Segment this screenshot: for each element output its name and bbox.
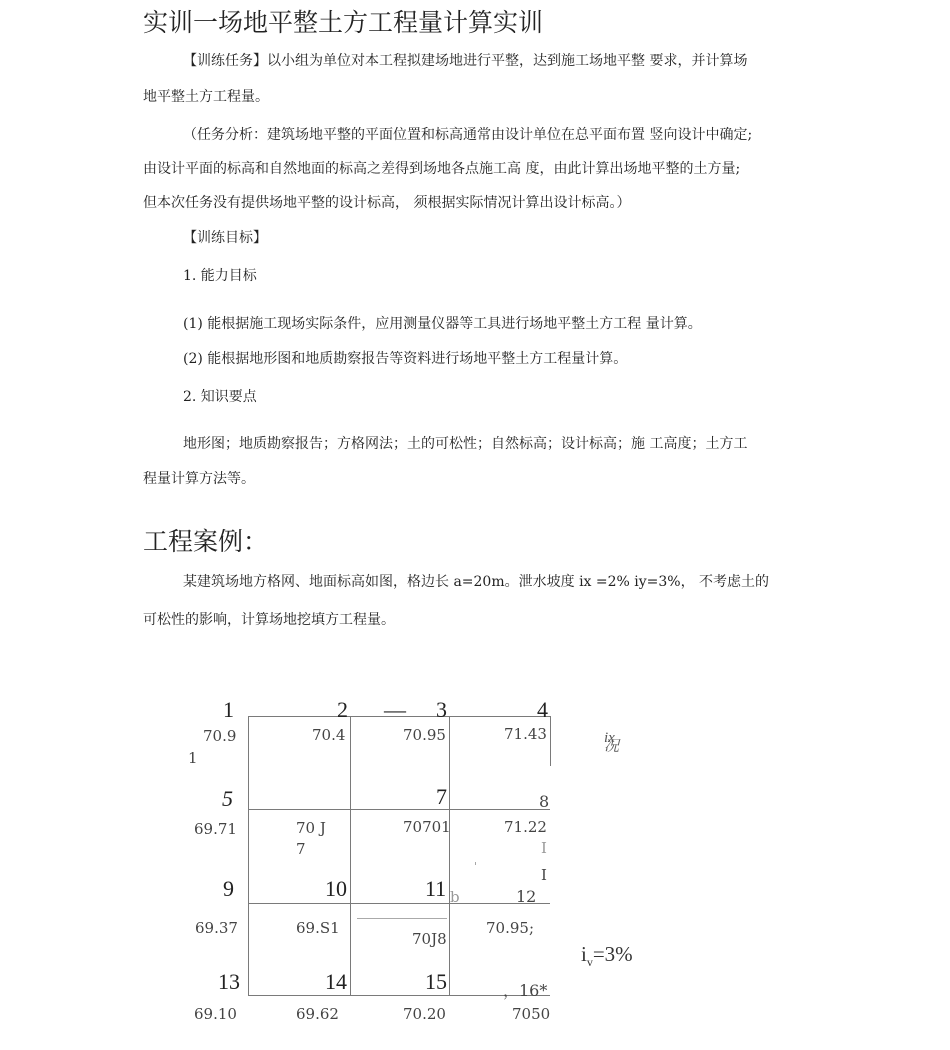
case-line-2: 可松性的影响，计算场地挖填方工程量。 xyxy=(143,612,395,628)
corner-8: 8 xyxy=(539,792,550,811)
corner-10: 10 xyxy=(325,876,347,901)
slope-y-sub: v xyxy=(586,955,593,970)
grid-line-h2 xyxy=(248,809,550,810)
elevation-1: 70.9 xyxy=(203,727,237,745)
elevation-3: 70.95 xyxy=(403,726,446,744)
corner-12: 12 xyxy=(516,887,537,906)
elevation-2: 70.4 xyxy=(312,726,346,744)
corner-16: ，16* xyxy=(503,981,548,1000)
case-heading: 工程案例： xyxy=(143,527,269,556)
grid-line-v2 xyxy=(350,716,351,996)
analysis-line-1: （任务分析：建筑场地平整的平面位置和标高通常由设计单位在总平面布置 竖向设计中确定; xyxy=(183,127,753,143)
grid-line-v3 xyxy=(449,716,450,996)
slope-x-label: ix 况 xyxy=(604,730,620,755)
knowledge-line-1: 地形图；地质勘察报告；方格网法；土的可松性；自然标高；设计标高；施 工高度；土方工 xyxy=(183,436,748,452)
elevation-16: 7050 xyxy=(512,1005,551,1023)
elevation-12: 70.95; xyxy=(486,919,534,937)
corner-14: 14 xyxy=(325,969,347,994)
ability-item-2: (2) 能根据地形图和地质勘察报告等资料进行场地平整土方工程量计算。 xyxy=(183,351,628,367)
elevation-8: 71.22 xyxy=(504,818,547,836)
elevation-6-suffix: 7 xyxy=(296,840,306,858)
corner-dash: — xyxy=(384,697,406,722)
elevation-11: 70J8 xyxy=(412,930,447,948)
ability-heading: 1. 能力目标 xyxy=(183,268,257,284)
slope-y-label xyxy=(581,942,633,970)
corner-1: 1 xyxy=(223,697,234,722)
corner-9: 9 xyxy=(223,876,234,901)
corner-15: 15 xyxy=(425,969,447,994)
mark-i-2: I xyxy=(541,866,547,884)
corner-7: 7 xyxy=(436,784,447,809)
goals-heading: 【训练目标】 xyxy=(183,230,267,246)
corner-2: 2 xyxy=(337,697,348,722)
case-line-1: 某建筑场地方格网、地面标高如图，格边长 a=20m。泄水坡度 ix =2% iy=3%， 不考虑土的 xyxy=(183,574,770,590)
analysis-line-3: 但本次任务没有提供场地平整的设计标高， 须根据实际情况计算出设计标高。） xyxy=(143,195,631,211)
elevation-9: 69.37 xyxy=(195,919,238,937)
elevation-13: 69.10 xyxy=(194,1005,237,1023)
corner-11-mark: b xyxy=(450,888,460,906)
knowledge-line-2: 程量计算方法等。 xyxy=(143,471,255,487)
elevation-15: 70.20 xyxy=(403,1005,446,1023)
elevation-4: 71.43 xyxy=(504,725,547,743)
corner-13: 13 xyxy=(218,969,240,994)
task-line-2: 地平整土方工程量。 xyxy=(143,89,269,105)
elevation-10: 69.S1 xyxy=(296,919,340,937)
corner-4: 4 xyxy=(537,697,548,722)
ability-item-1: (1) 能根据施工现场实际条件，应用测量仪器等工具进行场地平整土方工程 量计算。 xyxy=(183,316,702,332)
slope-y-value: =3% xyxy=(592,942,633,966)
slope-y-prefix: i xyxy=(581,942,587,966)
grid-line-v1 xyxy=(248,716,249,996)
corner-5: 5 xyxy=(222,786,233,811)
corner-3: 3 xyxy=(436,697,447,722)
analysis-line-2: 由设计平面的标高和自然地面的标高之差得到场地各点施工高 度，由此计算出场地平整的土方量; xyxy=(143,161,741,177)
elevation-7: 70701 xyxy=(403,818,451,836)
page-title: 实训一场地平整土方工程量计算实训 xyxy=(143,8,544,37)
mark-i-1: I xyxy=(541,839,547,857)
corner-11: 11 xyxy=(425,876,447,901)
faint-stroke xyxy=(357,918,447,919)
elevation-6: 70 J xyxy=(296,819,326,837)
mark-tick: ' xyxy=(474,860,478,873)
elevation-5: 69.71 xyxy=(194,820,237,838)
elevation-1-suffix: 1 xyxy=(188,749,198,767)
grid-line-v4 xyxy=(550,716,551,766)
knowledge-heading: 2. 知识要点 xyxy=(183,389,257,405)
elevation-14: 69.62 xyxy=(296,1005,339,1023)
task-line-1: 【训练任务】以小组为单位对本工程拟建场地进行平整，达到施工场地平整 要求，并计算场 xyxy=(183,53,748,69)
grid-line-h3 xyxy=(248,903,550,904)
